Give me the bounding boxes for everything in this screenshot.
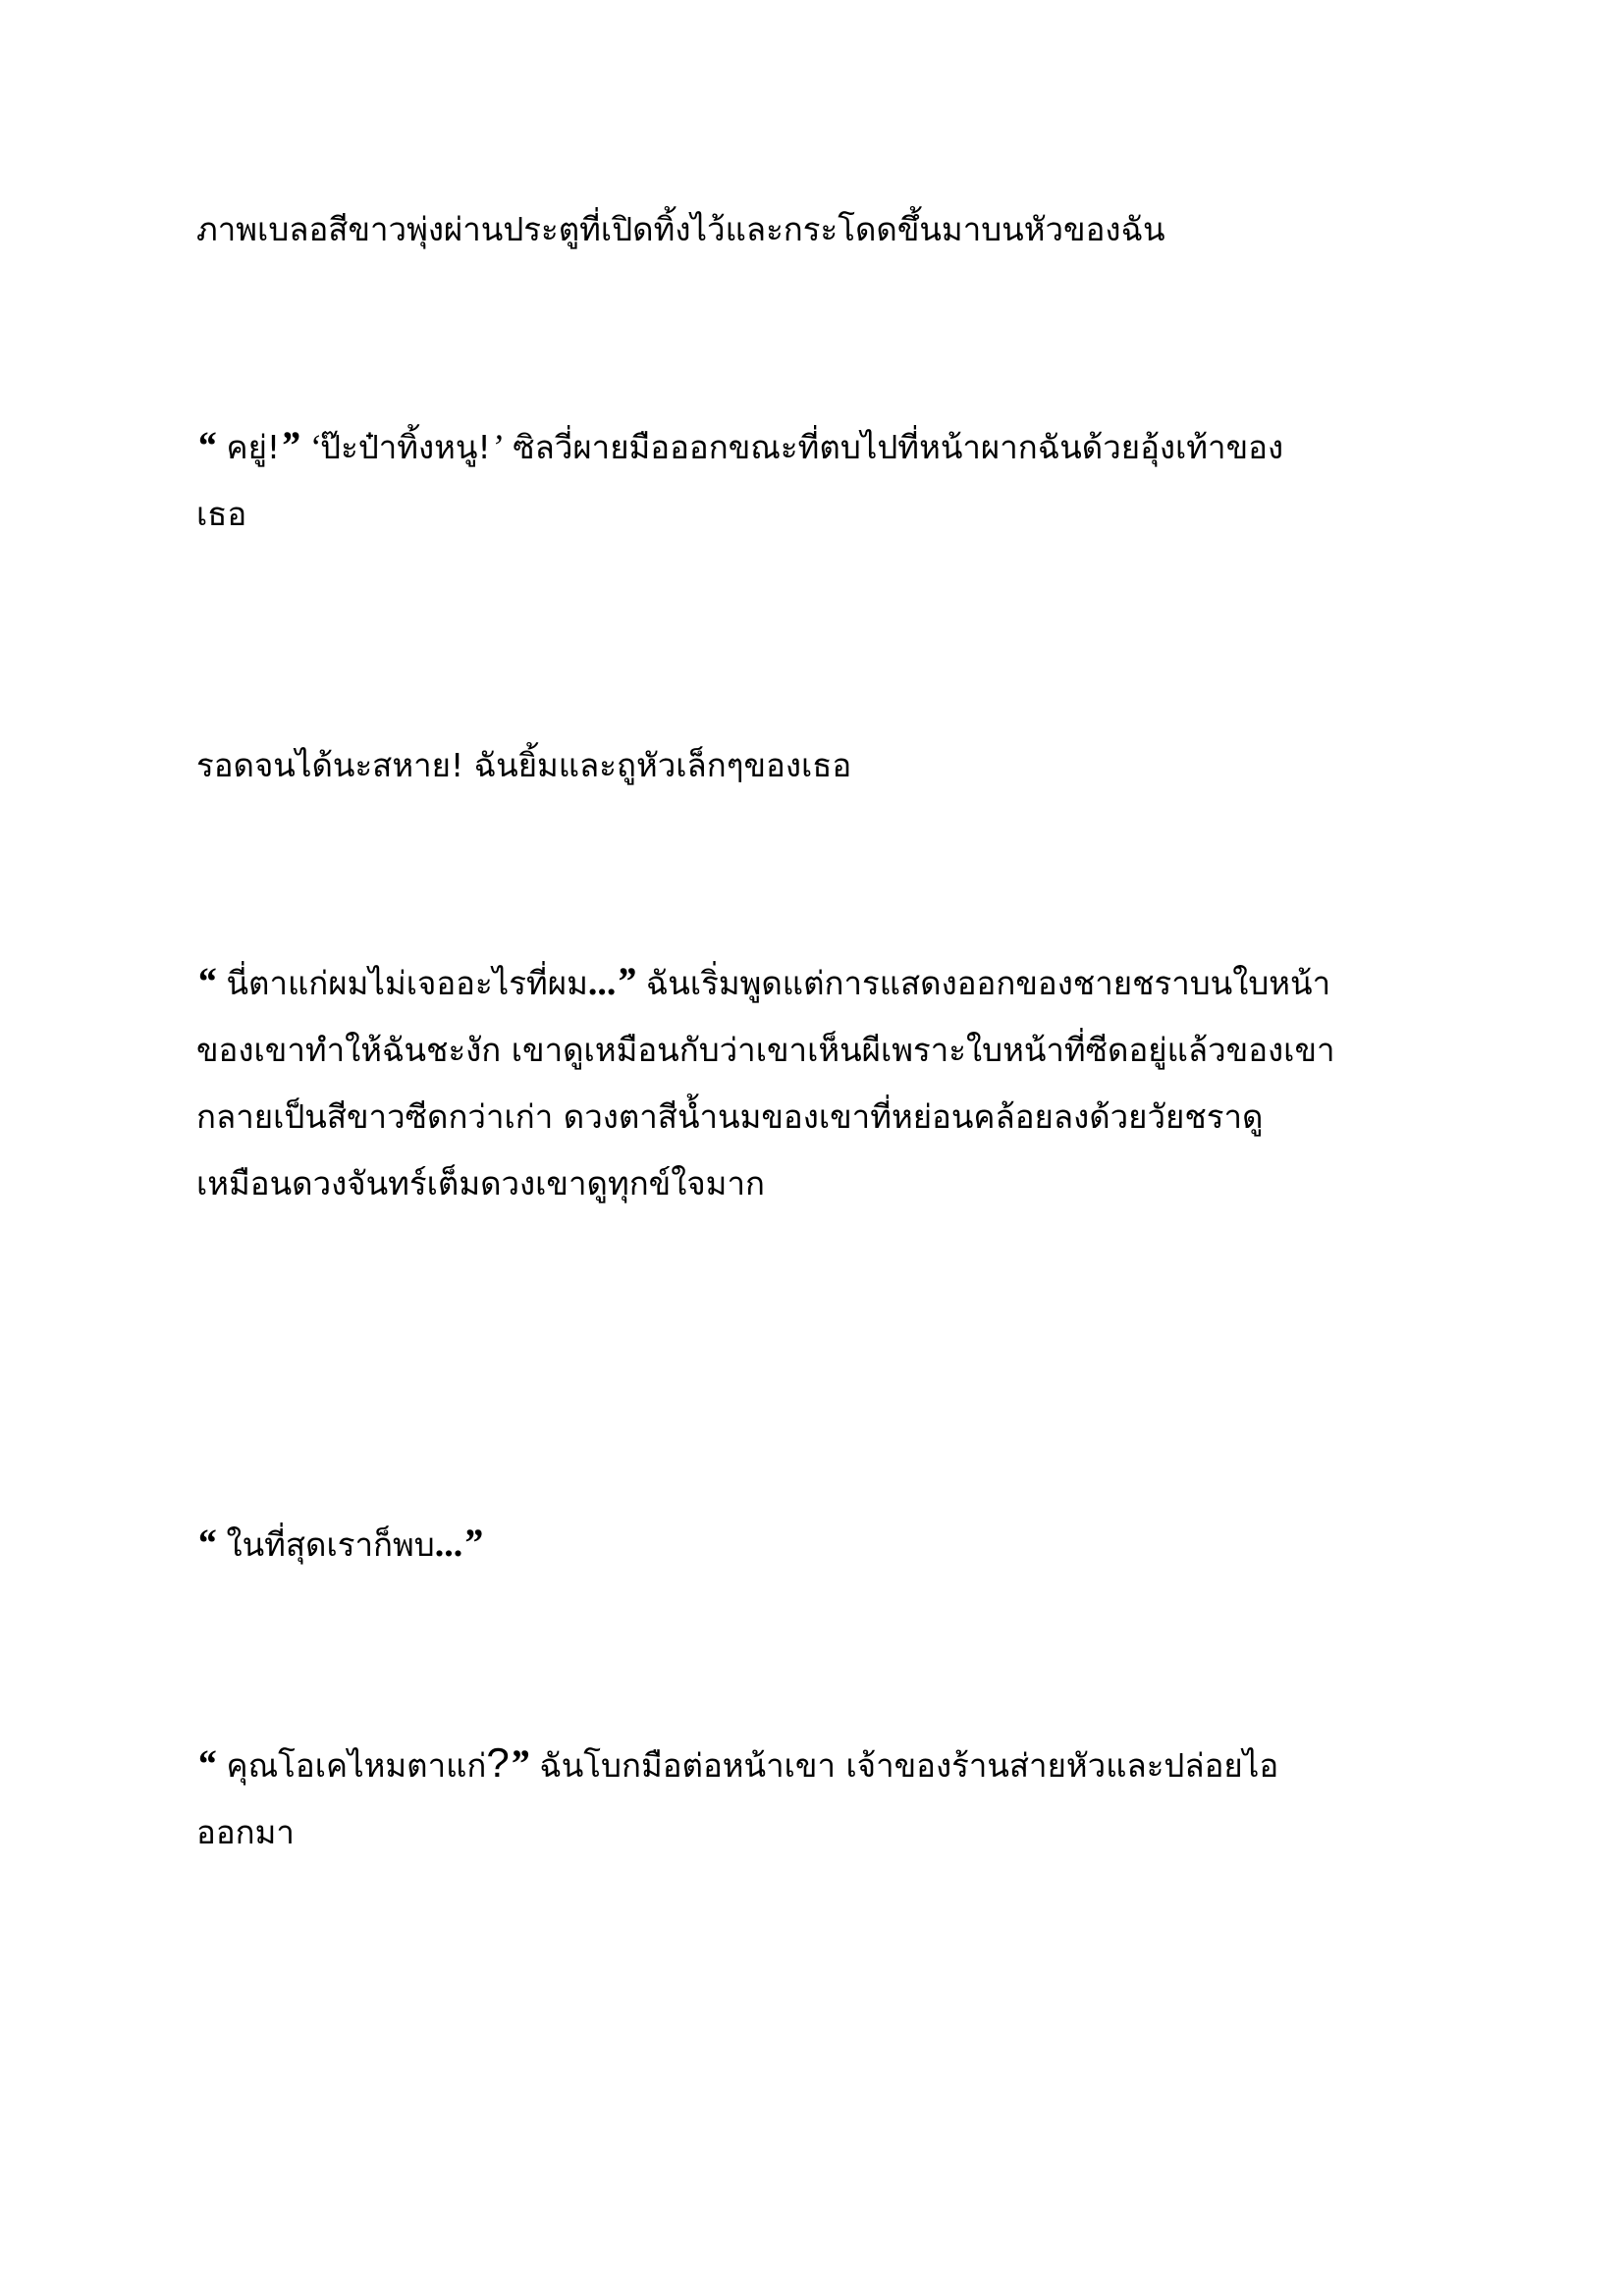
text-line: ออกมา: [196, 1813, 295, 1851]
open-quote: “: [196, 1521, 216, 1565]
inner-close-quote: ’: [490, 427, 503, 466]
text-line: รอดจนได้นะสหาย! ฉันยิ้มและถูหัวเล็กๆของเธอ: [196, 746, 852, 784]
text-line: ของเขาทำให้ฉันชะงัก เขาดูเหมือนกับว่าเขาเห็นผีเพราะใบหน้าที่ซีดอยู่แล้วของเขา: [196, 1031, 1335, 1069]
dialogue-text: ในที่สุดเราก็พบ: [216, 1525, 435, 1564]
close-quote: ”: [280, 423, 300, 467]
text-line: กลายเป็นสีขาวซีดกว่าเก่า ดวงตาสีน้ำนมของเขาที่หย่อนคล้อยลงด้วยวัยชราดู: [196, 1097, 1264, 1136]
text-line: [196, 948, 1473, 1017]
open-quote: “: [196, 959, 216, 1003]
paragraph-4: [196, 948, 1473, 1217]
text-line: [196, 1510, 1473, 1578]
paragraph-6: [196, 1730, 1473, 1866]
text-line: เธอ: [196, 495, 247, 533]
dialogue-text: คุณโอเคไหมตาแก่: [216, 1746, 487, 1785]
close-quote: ”: [616, 959, 636, 1003]
text-line: เหมือนดวงจันทร์เต็มดวงเขาดูทุกข์ใจมาก: [196, 1164, 765, 1202]
narration-text: ซิลวี่ผายมือออกขณะที่ตบไปที่หน้าผากฉันด้วยอุ้งเท้าของ: [502, 428, 1284, 466]
open-quote: “: [196, 1741, 216, 1786]
close-quote: ”: [462, 1521, 483, 1565]
dialogue-text: คยู่!: [216, 428, 281, 466]
dialogue-text: นี่ตาแก่ผมไม่เจออะไรที่ผม: [216, 964, 588, 1002]
inner-dialogue-text: ป๊ะป๋าทิ้งหนู!: [320, 428, 491, 466]
paragraph-2: [196, 412, 1473, 548]
text-line: ภาพเบลอสีขาวพุ่งผ่านประตูที่เปิดทิ้งไว้และกระโดดขึ้นมาบนหัวของฉัน: [196, 210, 1165, 248]
text-line: [196, 412, 1473, 481]
text-line: [196, 1730, 1473, 1799]
narration-text: ฉันโบกมือต่อหน้าเขา เจ้าของร้านส่ายหัวและปล่อยไอ: [528, 1746, 1279, 1785]
question-mark: ?: [486, 1739, 510, 1786]
close-quote: ”: [509, 1741, 529, 1786]
paragraph-1: [196, 196, 1473, 263]
ellipsis: ...: [434, 1523, 463, 1565]
narration-text: ฉันเริ่มพูดแต่การแสดงออกของชายชราบนใบหน้า: [635, 964, 1331, 1002]
inner-open-quote: ‘: [299, 427, 321, 466]
open-quote: “: [196, 423, 216, 467]
paragraph-3: [196, 732, 1473, 799]
paragraph-5: [196, 1510, 1473, 1578]
ellipsis: ...: [587, 962, 617, 1003]
